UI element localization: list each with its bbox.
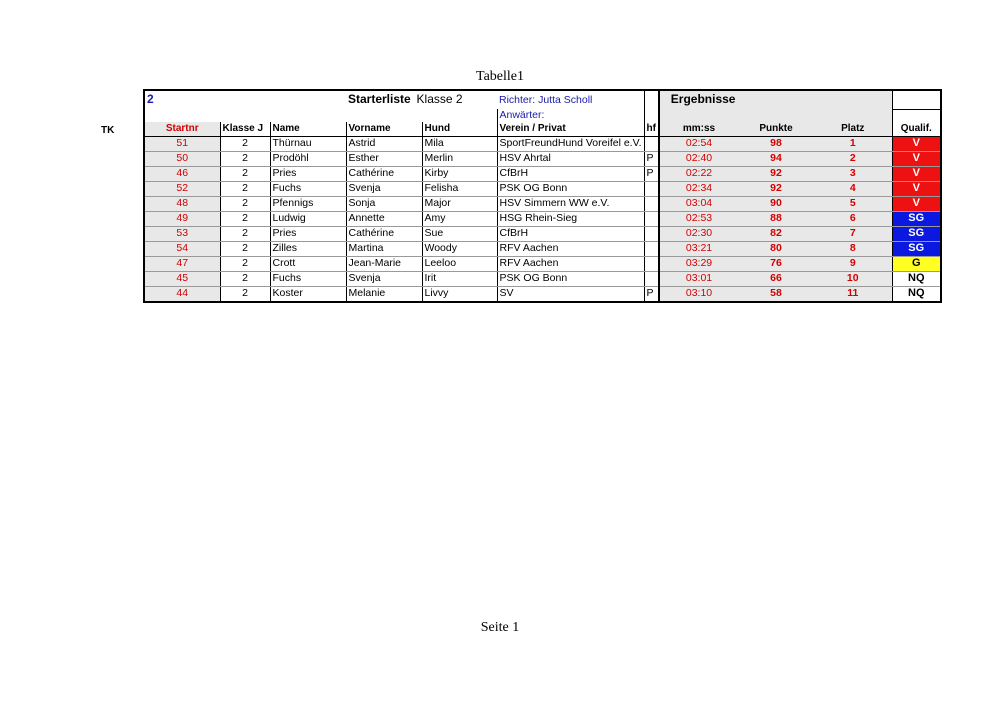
platz-cell: 3: [814, 166, 892, 181]
col-qualif: Qualif.: [892, 122, 941, 137]
klasse-cell: 2: [220, 136, 270, 151]
vorname-cell: Martina: [346, 241, 422, 256]
table-row: [144, 286, 941, 302]
hf-cell: [644, 226, 659, 241]
verein-cell: PSK OG Bonn: [497, 271, 644, 286]
table-row: [144, 211, 941, 226]
punkte-cell: 80: [738, 241, 814, 256]
vorname-cell: Astrid: [346, 136, 422, 151]
starterliste-title: Starterliste: [348, 92, 411, 106]
klasse-title: Klasse 2: [416, 92, 463, 106]
col-time: mm:ss: [659, 122, 738, 137]
time-cell: 03:21: [659, 241, 738, 256]
name-cell: Zilles: [270, 241, 346, 256]
verein-cell: SportFreundHund Voreifel e.V.: [497, 136, 644, 151]
qualif-cell: G: [892, 256, 941, 271]
startnr-cell: 44: [144, 286, 220, 302]
col-platz: Platz: [814, 122, 892, 137]
klasse-cell: 2: [220, 241, 270, 256]
table-row: [144, 196, 941, 211]
klasse-cell: 2: [220, 256, 270, 271]
title-cell: [346, 90, 497, 109]
hf-cell: P: [644, 166, 659, 181]
col-hund: Hund: [422, 122, 497, 137]
punkte-cell: 82: [738, 226, 814, 241]
hund-cell: Major: [422, 196, 497, 211]
platz-cell: 7: [814, 226, 892, 241]
hf-cell: [644, 136, 659, 151]
page-footer: Seite 1: [480, 620, 520, 635]
time-cell: 03:29: [659, 256, 738, 271]
hf-cell: [644, 196, 659, 211]
header-row-title: [144, 90, 941, 109]
startnr-cell: 54: [144, 241, 220, 256]
startnr-cell: 51: [144, 136, 220, 151]
startnr-cell: 45: [144, 271, 220, 286]
platz-cell: 4: [814, 181, 892, 196]
hf-cell: [644, 241, 659, 256]
qualif-cell: SG: [892, 241, 941, 256]
time-cell: 02:54: [659, 136, 738, 151]
klasse-cell: 2: [220, 151, 270, 166]
col-verein: Verein / Privat: [497, 122, 644, 137]
time-cell: 03:10: [659, 286, 738, 302]
qualif-cell: NQ: [892, 286, 941, 302]
hund-cell: Sue: [422, 226, 497, 241]
name-cell: Prodöhl: [270, 151, 346, 166]
qualif-cell: V: [892, 136, 941, 151]
anwaerter: Anwärter:: [497, 109, 644, 122]
vorname-cell: Cathérine: [346, 226, 422, 241]
time-cell: 03:04: [659, 196, 738, 211]
verein-cell: HSV Simmern WW e.V.: [497, 196, 644, 211]
startnr-cell: 47: [144, 256, 220, 271]
name-cell: Fuchs: [270, 271, 346, 286]
time-cell: 02:40: [659, 151, 738, 166]
col-name: Name: [270, 122, 346, 137]
hund-cell: Mila: [422, 136, 497, 151]
table-row: [144, 151, 941, 166]
name-cell: Crott: [270, 256, 346, 271]
table-row: [144, 271, 941, 286]
qualif-cell: V: [892, 196, 941, 211]
qualif-cell: V: [892, 151, 941, 166]
table-row: [144, 241, 941, 256]
verein-cell: HSV Ahrtal: [497, 151, 644, 166]
punkte-cell: 90: [738, 196, 814, 211]
platz-cell: 1: [814, 136, 892, 151]
platz-cell: 6: [814, 211, 892, 226]
hund-cell: Irit: [422, 271, 497, 286]
punkte-cell: 66: [738, 271, 814, 286]
table-row: [144, 166, 941, 181]
punkte-cell: 76: [738, 256, 814, 271]
vorname-cell: Svenja: [346, 181, 422, 196]
hund-cell: Merlin: [422, 151, 497, 166]
qualif-cell: NQ: [892, 271, 941, 286]
column-header-row: [144, 122, 941, 137]
name-cell: Koster: [270, 286, 346, 302]
startnr-cell: 52: [144, 181, 220, 196]
platz-cell: 5: [814, 196, 892, 211]
verein-cell: CfBrH: [497, 166, 644, 181]
name-cell: Ludwig: [270, 211, 346, 226]
platz-cell: 8: [814, 241, 892, 256]
hund-cell: Livvy: [422, 286, 497, 302]
klasse-cell: 2: [220, 166, 270, 181]
time-cell: 02:34: [659, 181, 738, 196]
klasse-cell: 2: [220, 211, 270, 226]
tk-label: TK: [101, 125, 115, 136]
qualif-cell: SG: [892, 211, 941, 226]
table-row: [144, 226, 941, 241]
col-vorname: Vorname: [346, 122, 422, 137]
ergebnisse-title: Ergebnisse: [659, 90, 892, 109]
qualif-cell: SG: [892, 226, 941, 241]
col-klasse: Klasse J: [220, 122, 270, 137]
verein-cell: CfBrH: [497, 226, 644, 241]
col-hf: hf: [644, 122, 659, 137]
header-row-anwaerter: [144, 109, 941, 122]
richter: Richter: Jutta Scholl: [497, 90, 644, 109]
punkte-cell: 58: [738, 286, 814, 302]
platz-cell: 10: [814, 271, 892, 286]
vorname-cell: Cathérine: [346, 166, 422, 181]
hf-cell: [644, 271, 659, 286]
vorname-cell: Jean-Marie: [346, 256, 422, 271]
hf-cell: P: [644, 286, 659, 302]
hf-cell: [644, 256, 659, 271]
time-cell: 02:22: [659, 166, 738, 181]
verein-cell: PSK OG Bonn: [497, 181, 644, 196]
hund-cell: Felisha: [422, 181, 497, 196]
starter-table: [143, 89, 942, 303]
hund-cell: Kirby: [422, 166, 497, 181]
qualif-cell: V: [892, 181, 941, 196]
col-punkte: Punkte: [738, 122, 814, 137]
col-startnr: Startnr: [144, 122, 220, 137]
startnr-cell: 49: [144, 211, 220, 226]
sheet-title: Tabelle1: [476, 69, 524, 84]
time-cell: 02:53: [659, 211, 738, 226]
name-cell: Pries: [270, 226, 346, 241]
qualif-cell: V: [892, 166, 941, 181]
platz-cell: 2: [814, 151, 892, 166]
punkte-cell: 94: [738, 151, 814, 166]
vorname-cell: Svenja: [346, 271, 422, 286]
verein-cell: RFV Aachen: [497, 241, 644, 256]
punkte-cell: 92: [738, 181, 814, 196]
hf-cell: [644, 181, 659, 196]
hund-cell: Leeloo: [422, 256, 497, 271]
table-row: [144, 136, 941, 151]
name-cell: Thürnau: [270, 136, 346, 151]
startnr-cell: 50: [144, 151, 220, 166]
name-cell: Pries: [270, 166, 346, 181]
vorname-cell: Sonja: [346, 196, 422, 211]
klasse-cell: 2: [220, 271, 270, 286]
startnr-cell: 53: [144, 226, 220, 241]
klasse-cell: 2: [220, 181, 270, 196]
time-cell: 03:01: [659, 271, 738, 286]
klasse-cell: 2: [220, 286, 270, 302]
hund-cell: Woody: [422, 241, 497, 256]
platz-cell: 11: [814, 286, 892, 302]
class-number: 2: [144, 90, 220, 109]
hund-cell: Amy: [422, 211, 497, 226]
verein-cell: RFV Aachen: [497, 256, 644, 271]
punkte-cell: 88: [738, 211, 814, 226]
startnr-cell: 46: [144, 166, 220, 181]
hf-cell: P: [644, 151, 659, 166]
punkte-cell: 92: [738, 166, 814, 181]
punkte-cell: 98: [738, 136, 814, 151]
name-cell: Pfennigs: [270, 196, 346, 211]
startnr-cell: 48: [144, 196, 220, 211]
vorname-cell: Annette: [346, 211, 422, 226]
verein-cell: HSG Rhein-Sieg: [497, 211, 644, 226]
table-row: [144, 256, 941, 271]
hf-cell: [644, 211, 659, 226]
platz-cell: 9: [814, 256, 892, 271]
table-row: [144, 181, 941, 196]
klasse-cell: 2: [220, 196, 270, 211]
vorname-cell: Melanie: [346, 286, 422, 302]
name-cell: Fuchs: [270, 181, 346, 196]
klasse-cell: 2: [220, 226, 270, 241]
time-cell: 02:30: [659, 226, 738, 241]
verein-cell: SV: [497, 286, 644, 302]
vorname-cell: Esther: [346, 151, 422, 166]
